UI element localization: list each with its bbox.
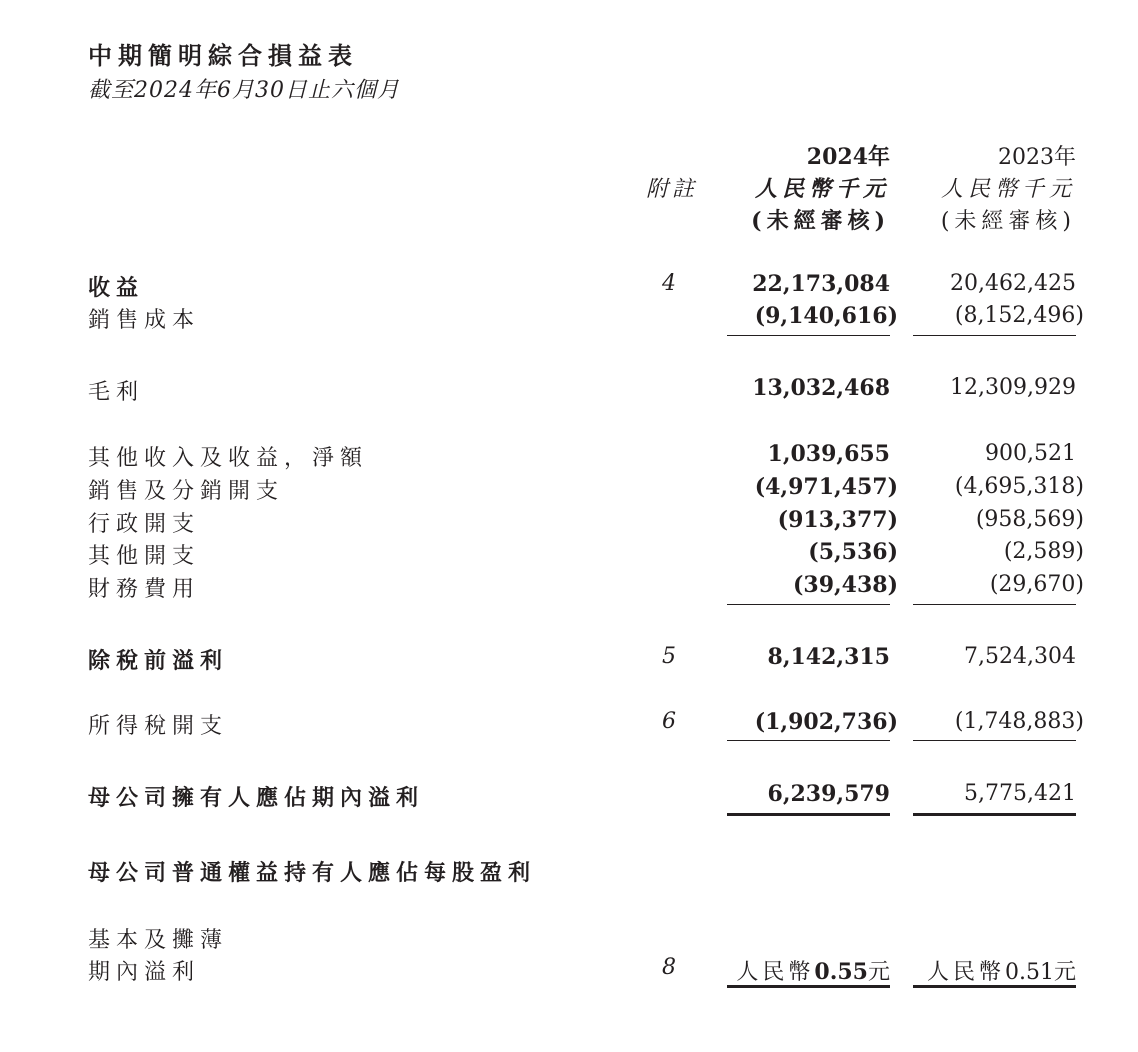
profit-attributable-2024: 6,239,579 xyxy=(767,781,890,807)
profit-attributable-label: 母公司擁有人應佔期內溢利 xyxy=(88,786,425,811)
other-income-label: 其他收入及收益，淨額 xyxy=(88,446,369,471)
eps-2023-value: 0.51 xyxy=(1005,960,1054,985)
currency-2024-header: 人民幣千元 xyxy=(754,176,890,202)
cost-of-sales-2023: (8,152,496) xyxy=(954,303,1084,328)
revenue-2023: 20,462,425 xyxy=(950,271,1076,296)
cost-of-sales-label: 銷售成本 xyxy=(88,308,201,333)
eps-2024-currency: 人民幣 xyxy=(736,960,815,985)
finance-costs-2024: (39,438) xyxy=(792,572,898,598)
profit-before-tax-2023: 7,524,304 xyxy=(964,644,1076,669)
income-tax-label: 所得稅開支 xyxy=(88,714,229,739)
profit-before-tax-note: 5 xyxy=(662,644,676,669)
cost-of-sales-2024: (9,140,616) xyxy=(754,303,898,329)
total-rule-2023 xyxy=(913,813,1076,816)
other-income-2024: 1,039,655 xyxy=(767,441,890,467)
finance-costs-label: 財務費用 xyxy=(88,577,201,602)
admin-expenses-2023: (958,569) xyxy=(975,507,1084,532)
subtotal-rule-2024 xyxy=(727,335,890,336)
eps-note: 8 xyxy=(662,955,676,980)
revenue-2024: 22,173,084 xyxy=(752,271,890,297)
revenue-note: 4 xyxy=(662,271,676,296)
finance-costs-2023: (29,670) xyxy=(989,572,1084,597)
gross-profit-2023: 12,309,929 xyxy=(950,375,1076,400)
gross-profit-2024: 13,032,468 xyxy=(752,375,890,401)
admin-expenses-label: 行政開支 xyxy=(88,512,201,537)
admin-expenses-2024: (913,377) xyxy=(777,507,898,533)
eps-2024 xyxy=(736,955,890,986)
eps-rule-2024 xyxy=(727,985,890,988)
eps-2024-value: 0.55 xyxy=(814,959,868,985)
selling-expenses-label: 銷售及分銷開支 xyxy=(88,479,285,504)
income-tax-note: 6 xyxy=(662,709,676,734)
eps-basic-label-line2: 期內溢利 xyxy=(88,960,201,985)
eps-2024-unit: 元 xyxy=(867,960,890,985)
audit-2024-header: (未經審核) xyxy=(751,208,890,234)
selling-expenses-2023: (4,695,318) xyxy=(954,474,1084,499)
statement-period: 截至2024年6月30日止六個月 xyxy=(88,78,400,103)
eps-heading: 母公司普通權益持有人應佔每股盈利 xyxy=(88,861,537,886)
subtotal-rule-2023 xyxy=(913,740,1076,741)
audit-2023-header: (未經審核) xyxy=(940,209,1076,234)
other-expenses-2023: (2,589) xyxy=(1003,539,1084,564)
gross-profit-label: 毛利 xyxy=(88,380,145,405)
eps-rule-2023 xyxy=(913,985,1076,988)
subtotal-rule-2023 xyxy=(913,335,1076,336)
subtotal-rule-2024 xyxy=(727,604,890,605)
eps-2023 xyxy=(927,955,1076,986)
revenue-label: 收益 xyxy=(88,276,145,301)
year-2023-header: 2023年 xyxy=(998,145,1076,170)
currency-2023-header: 人民幣千元 xyxy=(940,177,1076,202)
eps-2023-unit: 元 xyxy=(1053,960,1076,985)
other-expenses-2024: (5,536) xyxy=(808,539,898,565)
profit-before-tax-label: 除稅前溢利 xyxy=(88,649,229,674)
subtotal-rule-2024 xyxy=(727,740,890,741)
income-tax-2023: (1,748,883) xyxy=(954,709,1084,734)
subtotal-rule-2023 xyxy=(913,604,1076,605)
year-2024-header: 2024年 xyxy=(806,144,890,170)
other-expenses-label: 其他開支 xyxy=(88,544,201,569)
other-income-2023: 900,521 xyxy=(985,441,1076,466)
profit-attributable-2023: 5,775,421 xyxy=(964,781,1076,806)
profit-before-tax-2024: 8,142,315 xyxy=(767,644,890,670)
eps-2023-currency: 人民幣 xyxy=(926,960,1005,985)
statement-title: 中期簡明綜合損益表 xyxy=(88,42,358,70)
total-rule-2024 xyxy=(727,813,890,816)
note-column-header: 附註 xyxy=(645,177,698,202)
income-tax-2024: (1,902,736) xyxy=(754,709,898,735)
eps-basic-label-line1: 基本及攤薄 xyxy=(88,928,229,953)
selling-expenses-2024: (4,971,457) xyxy=(754,474,898,500)
